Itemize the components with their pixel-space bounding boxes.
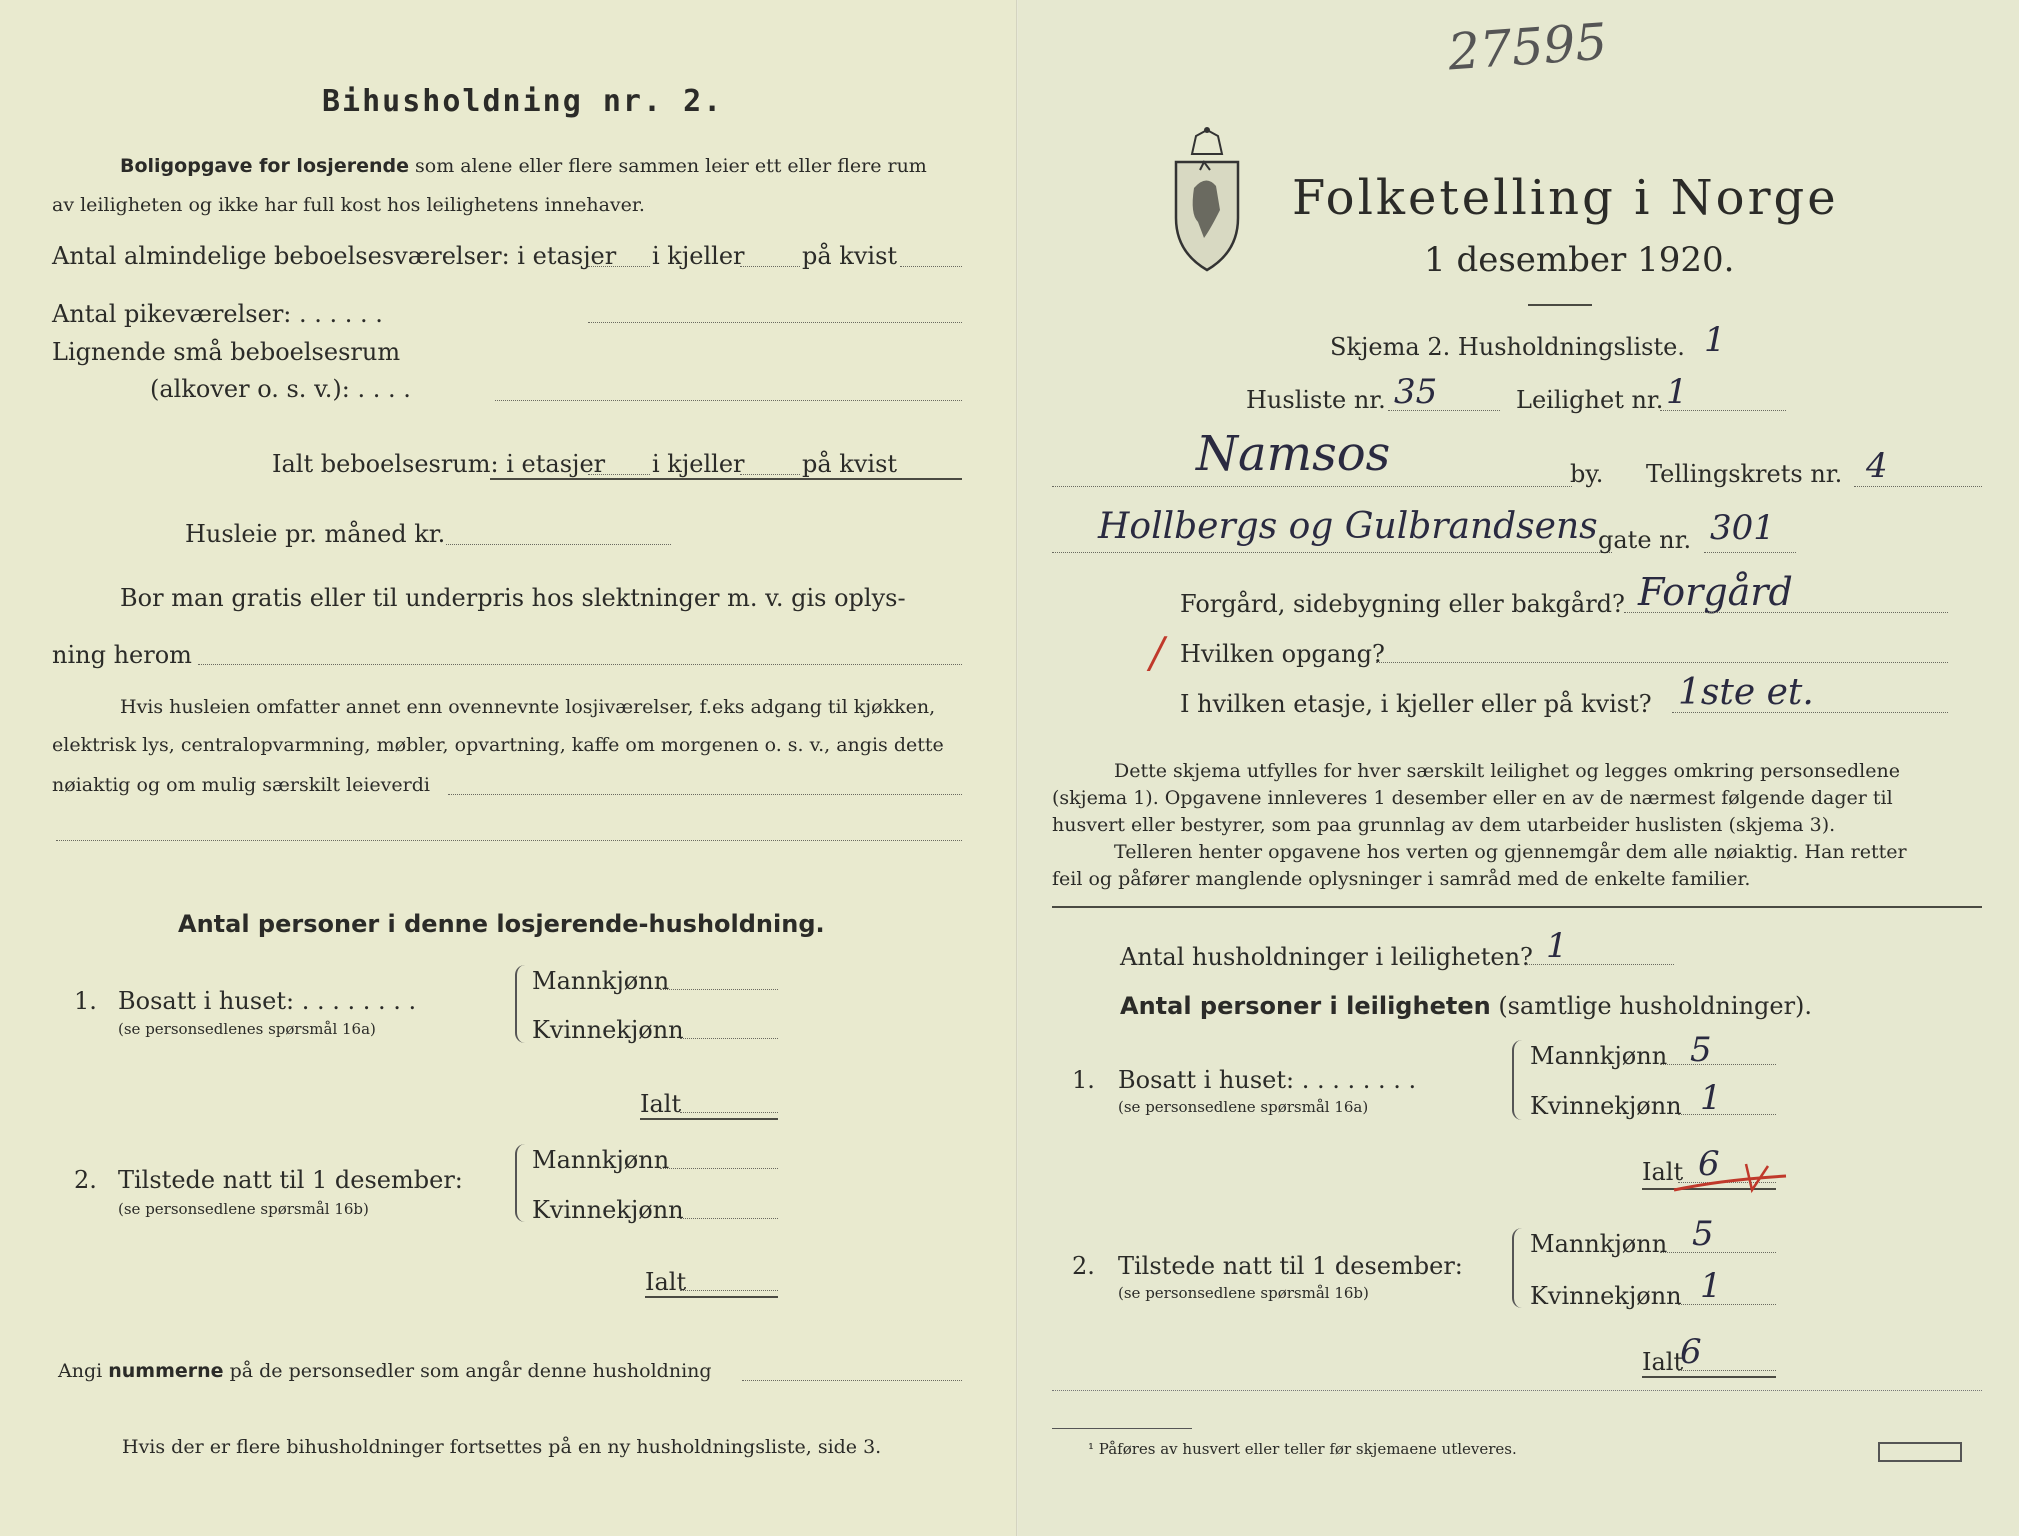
- antal-hush-value: 1: [1546, 926, 1568, 966]
- by-value: Namsos: [1196, 426, 1391, 482]
- ialt-kjeller-field[interactable]: [740, 474, 800, 475]
- right-q2-kvinne-value: 1: [1700, 1266, 1722, 1306]
- right-q2-brace: [1512, 1228, 1524, 1308]
- left-q1-ialt-underline: [640, 1118, 778, 1120]
- beboelse-kvist-field[interactable]: [900, 266, 962, 267]
- right-q2-ialt-value: 6: [1680, 1332, 1702, 1372]
- angi-line: Angi nummerne på de personsedler som angår denne husholdning: [58, 1360, 712, 1382]
- ialt-underline: [490, 478, 962, 480]
- info-line-1: Dette skjema utfylles for hver særskilt leilighet og legges omkring personsedlene: [1114, 760, 1900, 782]
- right-q1-mann-value: 5: [1690, 1030, 1712, 1070]
- intro-line-1: Boligopgave for losjerende som alene eller flere sammen leier ett eller flere rum: [120, 155, 927, 177]
- bottom-divider: [1052, 1390, 1982, 1391]
- opgang-red-mark: /: [1150, 628, 1165, 677]
- hvis-line-2: elektrisk lys, centralopvarmning, møbler, opvartning, kaffe om morgenen o. s. v., angis dette: [52, 734, 944, 756]
- forgard-value: Forgård: [1638, 570, 1793, 614]
- by-label: by.: [1570, 460, 1604, 488]
- etasje-value: 1ste et.: [1678, 672, 1814, 713]
- right-q2-mann-value: 5: [1692, 1214, 1714, 1254]
- leieverdi-field[interactable]: [448, 794, 962, 795]
- leilighet-field[interactable]: [1660, 410, 1786, 411]
- left-q2-ialt-field[interactable]: [680, 1290, 778, 1291]
- left-q2-kvinne-field[interactable]: [680, 1218, 778, 1219]
- right-q1-sub: (se personsedlene spørsmål 16a): [1118, 1098, 1369, 1116]
- right-q2-number: 2.: [1072, 1252, 1095, 1280]
- ialt-rum-label: Ialt beboelsesrum: i etasjer: [272, 450, 606, 478]
- info-line-3: husvert eller bestyrer, som paa grunnlag av dem utarbeider huslisten (skjema 3).: [1052, 814, 1836, 836]
- census-date: 1 desember 1920.: [1424, 240, 1735, 280]
- left-q2-mann-label: Mannkjønn: [532, 1146, 670, 1174]
- ialt-kvist-label: på kvist: [802, 450, 898, 478]
- beboelse-kjeller-field[interactable]: [740, 266, 800, 267]
- left-q1-ialt-field[interactable]: [680, 1112, 778, 1113]
- red-correction-mark-icon: [1670, 1160, 1790, 1196]
- archive-stamp-number: 27595: [1446, 12, 1609, 82]
- printer-mark-icon: [1878, 1442, 1962, 1462]
- antal-hush-label: Antal husholdninger i leiligheten?: [1120, 943, 1533, 971]
- right-q2-mann-field[interactable]: [1660, 1252, 1776, 1253]
- row-lign-label-1: Lignende små beboelsesrum: [52, 338, 401, 366]
- husliste-value: 35: [1394, 372, 1438, 412]
- forgard-label: Forgård, sidebygning eller bakgård?: [1180, 590, 1625, 618]
- intro-line-2: av leiligheten og ikke har full kost hos leilighetens innehaver.: [52, 194, 645, 216]
- right-q2-sub: (se personsedlene spørsmål 16b): [1118, 1284, 1369, 1302]
- right-q2-ialt-underline: [1642, 1376, 1776, 1378]
- ialt-kjeller-label: i kjeller: [652, 450, 745, 478]
- right-q1-kvinne-value: 1: [1700, 1078, 1722, 1118]
- bor-field[interactable]: [198, 664, 962, 665]
- antal-hush-field[interactable]: [1526, 964, 1674, 965]
- footnote: ¹ Påføres av husvert eller teller før skjemaene utleveres.: [1088, 1440, 1517, 1458]
- right-q2-label: Tilstede natt til 1 desember:: [1118, 1252, 1463, 1280]
- bor-line-1: Bor man gratis eller til underpris hos slektninger m. v. gis oplys-: [120, 584, 906, 612]
- husliste-label: Husliste nr.: [1246, 386, 1386, 414]
- left-q2-brace: [515, 1144, 527, 1222]
- by-field[interactable]: [1052, 486, 1572, 487]
- info-line-5: feil og påfører manglende oplysninger i samråd med de enkelte familier.: [1052, 868, 1751, 890]
- right-q1-mann-field[interactable]: [1660, 1064, 1776, 1065]
- title-divider: [1528, 304, 1592, 306]
- right-title: Folketelling i Norge: [1292, 170, 1839, 226]
- row-lign-label-2: (alkover o. s. v.): . . . .: [150, 375, 411, 403]
- left-q2-ialt-underline: [645, 1296, 778, 1298]
- krets-label: Tellingskrets nr.: [1646, 460, 1843, 488]
- krets-value: 4: [1866, 446, 1888, 486]
- left-footer: Hvis der er flere bihusholdninger fortsettes på en ny husholdningsliste, side 3.: [122, 1436, 882, 1458]
- forgard-field[interactable]: [1624, 612, 1948, 613]
- left-q2-mann-field[interactable]: [660, 1168, 778, 1169]
- left-q1-kvinne-label: Kvinnekjønn: [532, 1016, 684, 1044]
- etasje-field[interactable]: [1672, 712, 1948, 713]
- right-q2-mann-label: Mannkjønn: [1530, 1230, 1668, 1258]
- i-kjeller-label: i kjeller: [652, 242, 745, 270]
- gate-field[interactable]: [1052, 552, 1612, 553]
- left-q1-label: Bosatt i huset: . . . . . . . .: [118, 987, 417, 1015]
- beboelse-etasjer-field[interactable]: [588, 266, 650, 267]
- opgang-field[interactable]: [1376, 662, 1948, 663]
- leilighet-label: Leilighet nr.: [1516, 386, 1664, 414]
- krets-field[interactable]: [1854, 486, 1982, 487]
- etasje-label: I hvilken etasje, i kjeller eller på kvist?: [1180, 690, 1652, 718]
- gate-nr-value: 301: [1710, 508, 1775, 548]
- right-q1-kvinne-field[interactable]: [1678, 1114, 1776, 1115]
- gate-nr-field[interactable]: [1704, 552, 1796, 553]
- pike-field[interactable]: [588, 322, 962, 323]
- right-page: [1018, 0, 2019, 1536]
- section-divider: [1052, 906, 1982, 908]
- gate-label: gate nr.: [1598, 526, 1692, 554]
- left-q1-kvinne-field[interactable]: [680, 1038, 778, 1039]
- gate-value: Hollbergs og Gulbrandsens: [1098, 506, 1598, 547]
- right-q1-number: 1.: [1072, 1066, 1095, 1094]
- right-q1-mann-label: Mannkjønn: [1530, 1042, 1668, 1070]
- left-q2-ialt-label: Ialt: [645, 1268, 687, 1296]
- pa-kvist-label: på kvist: [802, 242, 898, 270]
- info-line-2: (skjema 1). Opgavene innleveres 1 desember eller en av de nærmest følgende dager til: [1052, 787, 1893, 809]
- leieverdi-field-2[interactable]: [56, 840, 962, 841]
- angi-field[interactable]: [742, 1380, 962, 1381]
- right-q2-kvinne-label: Kvinnekjønn: [1530, 1282, 1682, 1310]
- right-q1-kvinne-label: Kvinnekjønn: [1530, 1092, 1682, 1120]
- row-pike-label: Antal pikeværelser: . . . . . .: [52, 300, 383, 328]
- norway-coat-of-arms-icon: [1170, 126, 1244, 274]
- left-q2-number: 2.: [74, 1166, 97, 1194]
- opgang-label: Hvilken opgang?: [1180, 640, 1385, 668]
- left-q1-brace: [515, 965, 527, 1043]
- left-title: Bihusholdning nr. 2.: [322, 84, 724, 119]
- left-q1-ialt-label: Ialt: [640, 1090, 682, 1118]
- husliste-field[interactable]: [1388, 410, 1500, 411]
- hvis-line-3: nøiaktig og om mulig særskilt leieverdi: [52, 774, 430, 796]
- left-antal-heading: Antal personer i denne losjerende-husholdning.: [178, 910, 825, 938]
- left-q1-sub: (se personsedlenes spørsmål 16a): [118, 1020, 376, 1038]
- skjema-label: Skjema 2. Husholdningsliste.: [1330, 333, 1685, 361]
- skjema-value: 1: [1704, 320, 1726, 360]
- ialt-etasjer-field[interactable]: [588, 474, 650, 475]
- footnote-rule: [1052, 1428, 1192, 1429]
- lign-field[interactable]: [495, 400, 962, 401]
- right-q2-kvinne-field[interactable]: [1678, 1304, 1776, 1305]
- right-q1-ialt-label: Ialt: [1642, 1158, 1684, 1186]
- husleie-field[interactable]: [446, 544, 671, 545]
- antal-pers-heading: Antal personer i leiligheten (samtlige husholdninger).: [1120, 992, 1813, 1020]
- left-q2-label: Tilstede natt til 1 desember:: [118, 1166, 463, 1194]
- right-q1-ialt-value: 6: [1698, 1144, 1720, 1184]
- right-q2-ialt-label: Ialt: [1642, 1348, 1684, 1376]
- right-q1-label: Bosatt i huset: . . . . . . . .: [1118, 1066, 1417, 1094]
- bor-line-2: ning herom: [52, 641, 192, 669]
- right-q2-ialt-field[interactable]: [1678, 1370, 1776, 1371]
- left-q1-number: 1.: [74, 987, 97, 1015]
- left-q1-mann-label: Mannkjønn: [532, 967, 670, 995]
- row-beboelse-label: Antal almindelige beboelsesværelser: i etasjer: [52, 242, 617, 270]
- husleie-label: Husleie pr. måned kr.: [185, 520, 446, 548]
- left-q2-kvinne-label: Kvinnekjønn: [532, 1196, 684, 1224]
- left-q2-sub: (se personsedlene spørsmål 16b): [118, 1200, 369, 1218]
- hvis-line-1: Hvis husleien omfatter annet enn ovennevnte losjiværelser, f.eks adgang til kjøkken,: [120, 696, 936, 718]
- info-line-4: Telleren henter opgavene hos verten og gjennemgår dem alle nøiaktig. Han retter: [1114, 841, 1907, 863]
- left-q1-mann-field[interactable]: [660, 989, 778, 990]
- leilighet-value: 1: [1666, 372, 1688, 412]
- right-q1-brace: [1512, 1040, 1524, 1120]
